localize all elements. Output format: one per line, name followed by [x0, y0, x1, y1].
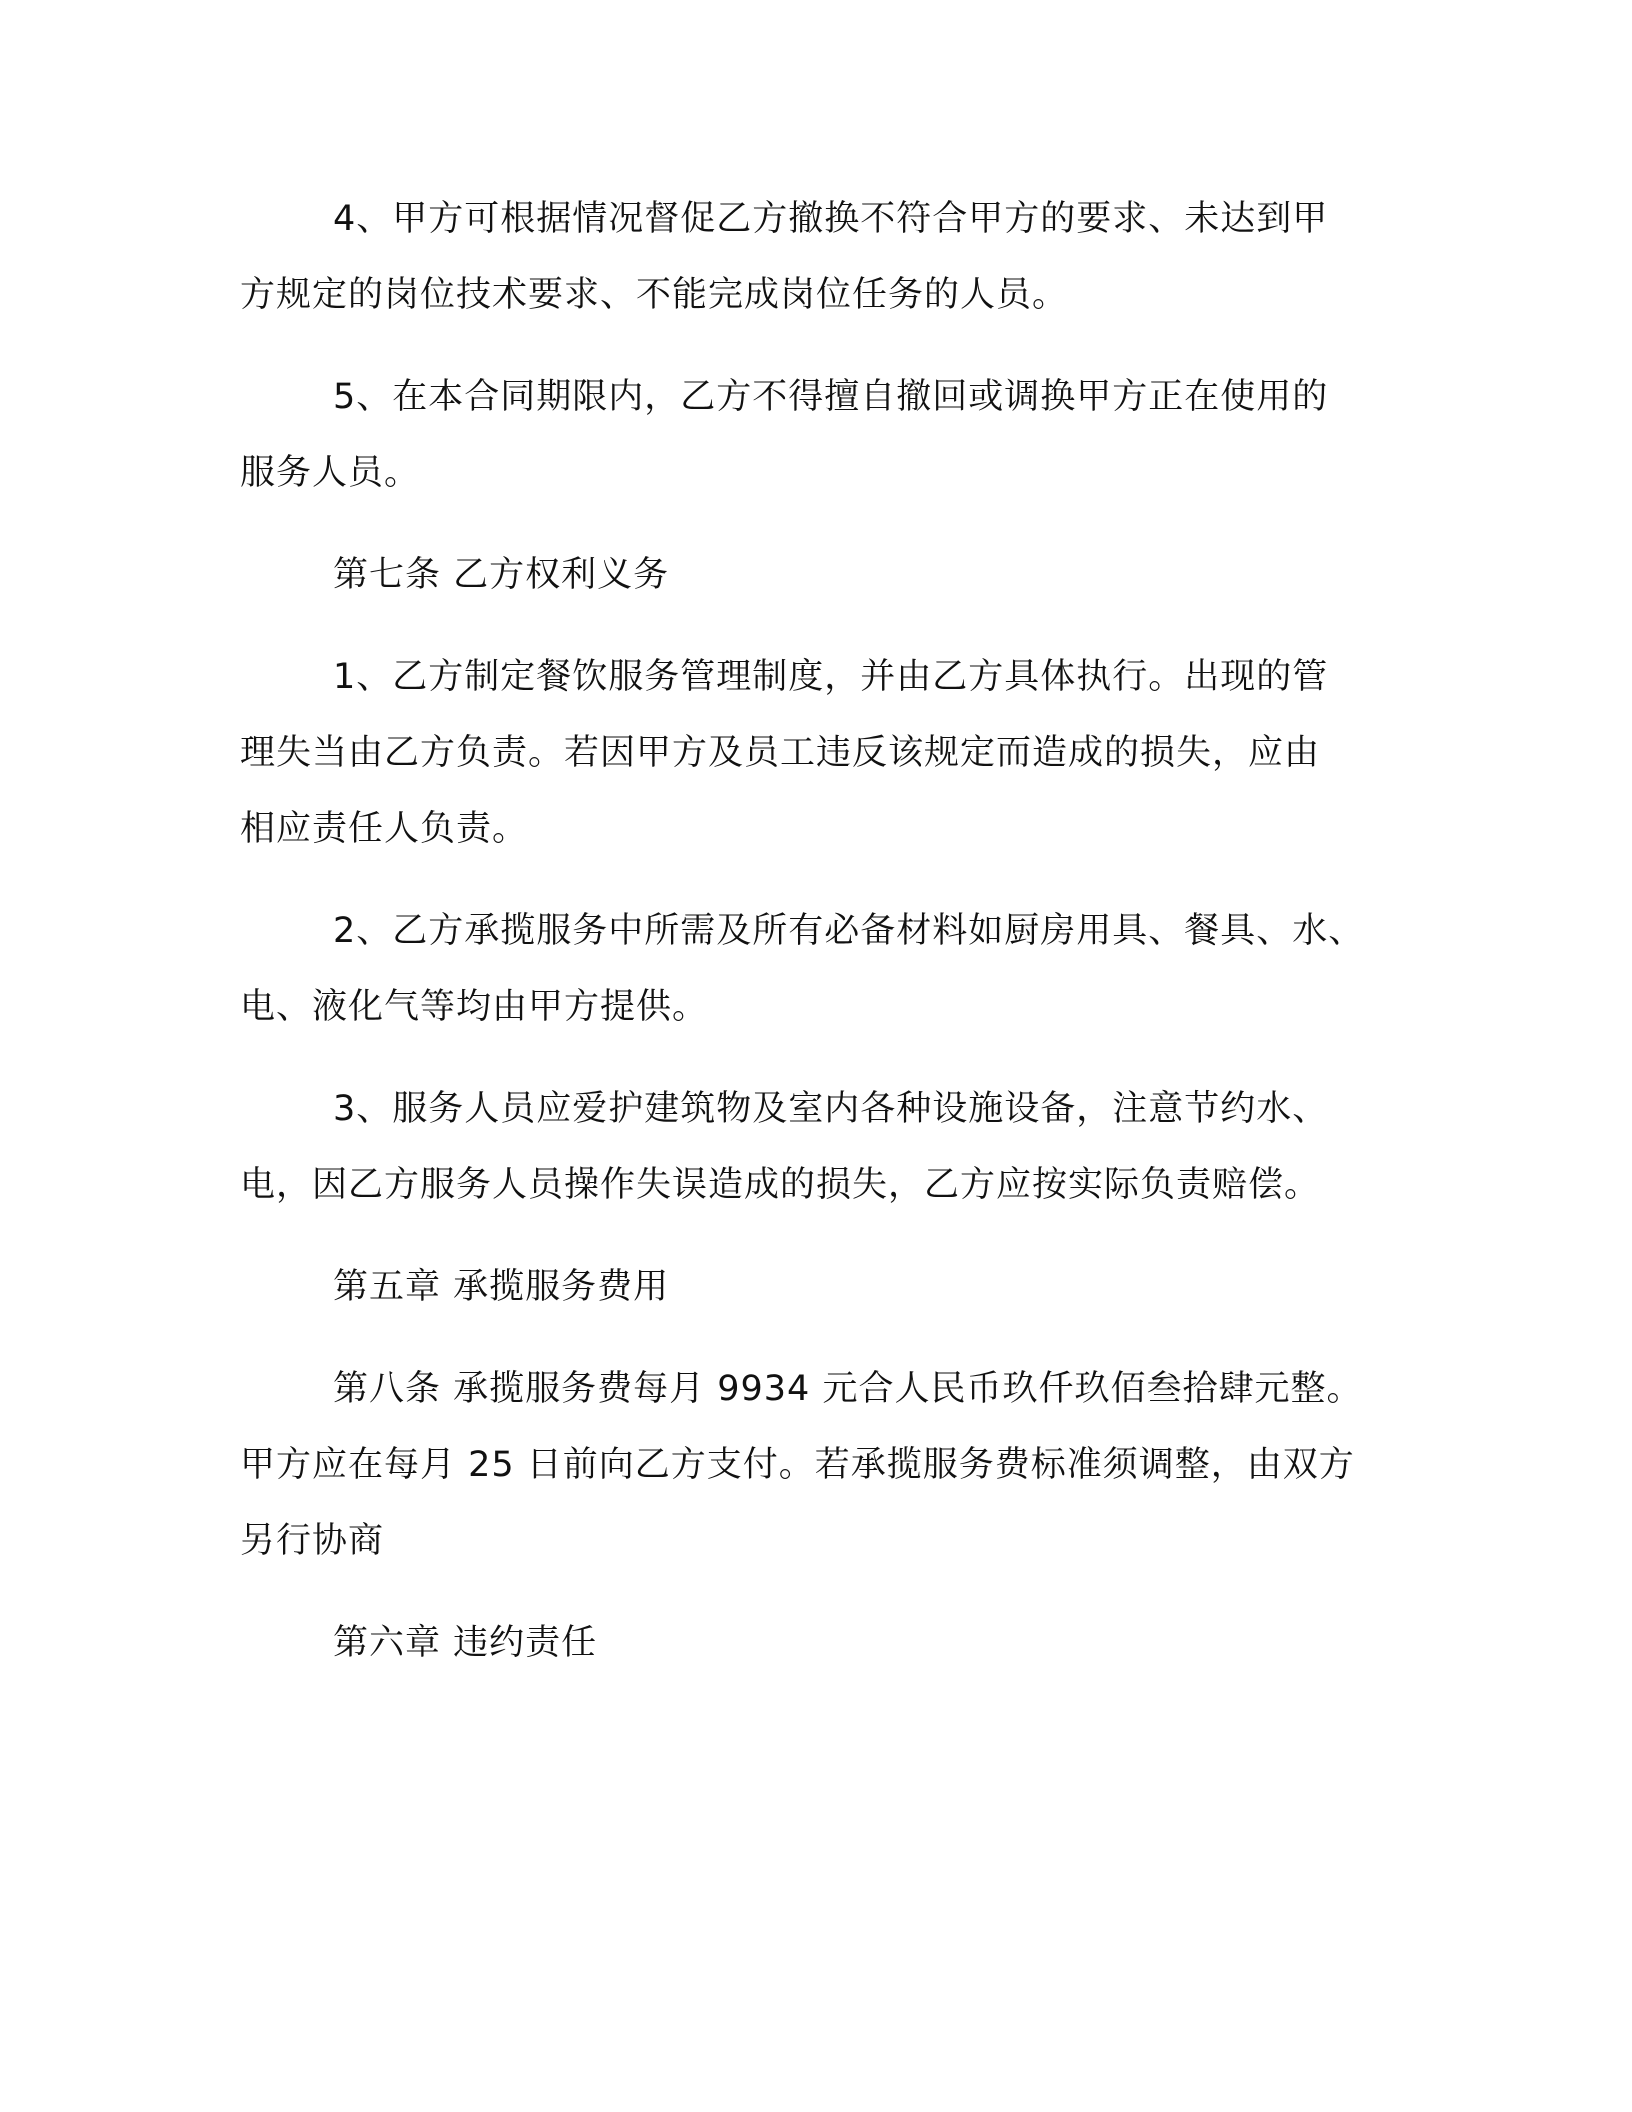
text-line: 电，因乙方服务人员操作失误造成的损失，乙方应按实际负责赔偿。 [240, 1165, 1321, 1205]
text-line: 相应责任人负责。 [240, 809, 529, 849]
text-line: 另行协商 [240, 1521, 385, 1561]
article-7-heading: 第七条 乙方权利义务 [333, 555, 670, 595]
chapter-6-heading: 第六章 违约责任 [333, 1623, 598, 1663]
text-line: 5、在本合同期限内，乙方不得擅自撤回或调换甲方正在使用的 [333, 377, 1329, 417]
text-line: 1、乙方制定餐饮服务管理制度，并由乙方具体执行。出现的管 [333, 657, 1329, 697]
text-line: 理失当由乙方负责。若因甲方及员工违反该规定而造成的损失，应由 [240, 733, 1321, 773]
text-line: 第八条 承揽服务费每月 9934 元合人民币玖仟玖佰叁拾肆元整。 [333, 1369, 1363, 1409]
text-line: 电、液化气等均由甲方提供。 [240, 987, 709, 1027]
chapter-5-heading: 第五章 承揽服务费用 [333, 1267, 670, 1307]
text-line: 服务人员。 [240, 453, 421, 493]
text-line: 2、乙方承揽服务中所需及所有必备材料如厨房用具、餐具、水、 [333, 911, 1365, 951]
text-line: 方规定的岗位技术要求、不能完成岗位任务的人员。 [240, 275, 1069, 315]
text-line: 甲方应在每月 25 日前向乙方支付。若承揽服务费标准须调整，由双方 [240, 1445, 1355, 1485]
text-line: 4、甲方可根据情况督促乙方撤换不符合甲方的要求、未达到甲 [333, 199, 1329, 239]
text-line: 3、服务人员应爱护建筑物及室内各种设施设备，注意节约水、 [333, 1089, 1329, 1129]
